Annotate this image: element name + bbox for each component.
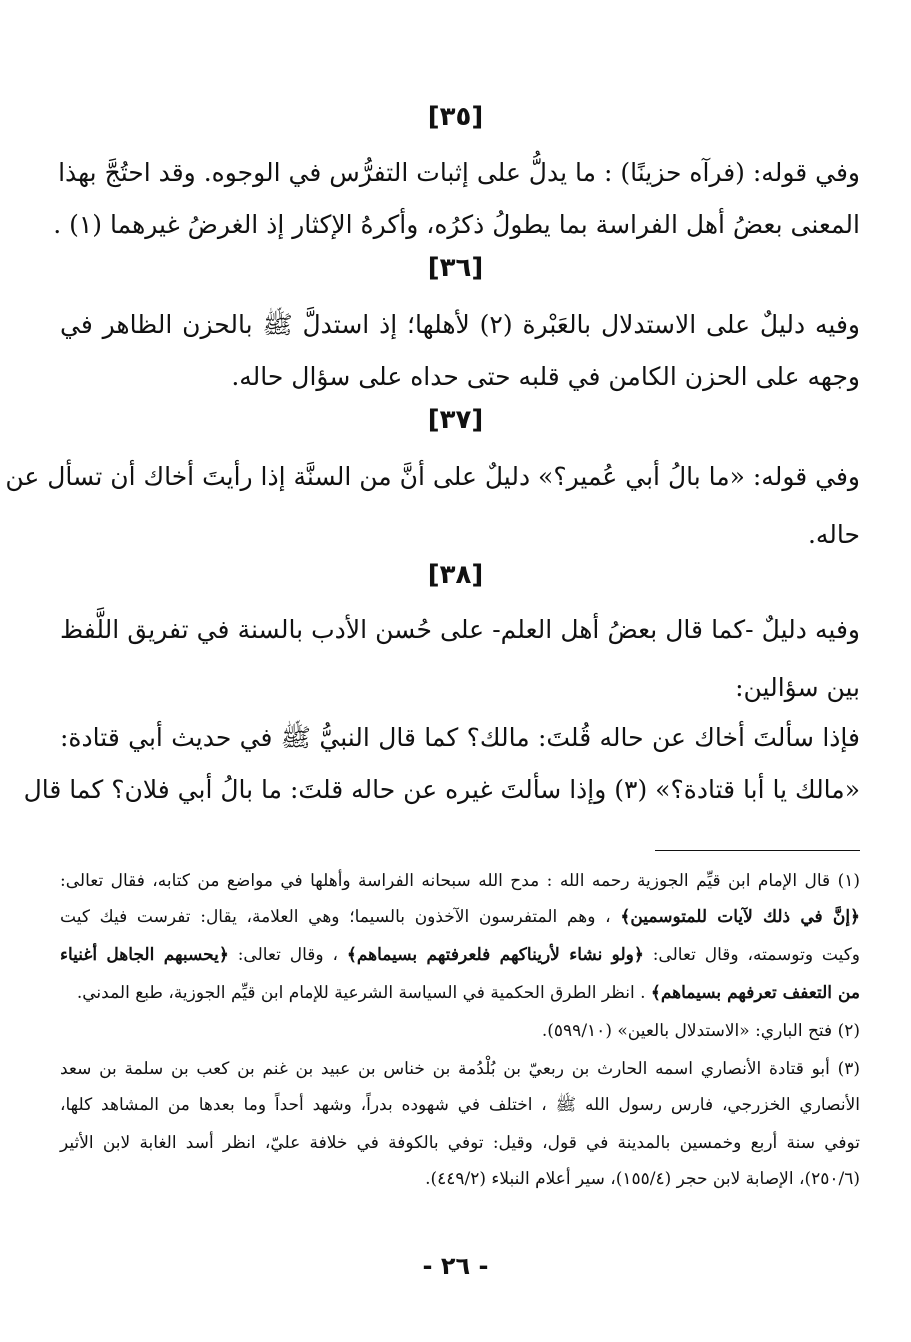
body-line: بين سؤالين: — [735, 673, 860, 702]
footnote-3-line: توفي سنة أربع وخمسين بالمدينة في قول، وقيل: توفي بالكوفة في خلافة عليّ، انظر أسد الغابة لابن الأثير — [60, 1133, 860, 1153]
footnote-3-line: (٣) أبو قتادة الأنصاري اسمه الحارث بن ربعيّ بن بُلْدُمة بن خناس بن عبيد بن غنم بن كعب بن سلمة بن سعد — [60, 1059, 860, 1079]
body-line: وجهه على الحزن الكامن في قلبه حتى حداه على سؤال حاله. — [231, 362, 860, 391]
body-line: وفي قوله: «ما بالُ أبي عُمير؟» دليلٌ على أنَّ من السنَّة إذا رأيتَ أخاك أن تسأل عن — [5, 462, 860, 491]
footnote-2: (٢) فتح الباري: «الاستدلال بالعين» (٥٩٩/١٠). — [541, 1021, 860, 1041]
section-heading-38: [٣٨] — [427, 560, 484, 590]
page-number: - ٢٦ - — [422, 1252, 489, 1280]
quran-quote: ﴿يحسبهم الجاهل أغنياء — [60, 945, 229, 965]
footnote-1-line: (١) قال الإمام ابن قيِّم الجوزية رحمه الله : مدح الله سبحانه الفراسة وأهلها في مواضع من كتابه، فقال تعالى: — [60, 871, 860, 891]
footnote-1-line — [60, 940, 860, 970]
footnote-text: وكيت وتوسمته، وقال تعالى: — [652, 945, 861, 965]
footnote-text: ، وقال تعالى: — [237, 945, 338, 965]
footnote-3-line: (٢٥٠/٦)، الإصابة لابن حجر (١٥٥/٤)، سير أعلام النبلاء (٤٤٩/٢). — [425, 1169, 860, 1189]
footnote-3-line: الأنصاري الخزرجي، فارس رسول الله ﷺ ، اختلف في شهوده بدراً، وشهد أحداً وما بعدها من المشاهد كلها، — [60, 1095, 860, 1115]
body-line: وفي قوله: (فرآه حزينًا) : ما يدلُّ على إثبات التفرُّس في الوجوه. وقد احتُجَّ بهذا — [58, 158, 860, 187]
footnote-1-line — [60, 902, 860, 932]
footnote-1-line — [60, 978, 860, 1008]
section-heading-37: [٣٧] — [427, 405, 484, 435]
section-heading-36: [٣٦] — [427, 253, 484, 283]
quran-quote: ﴿ولو نشاء لأريناكهم فلعرفتهم بسيماهم﴾ — [346, 945, 644, 965]
footnote-text: . انظر الطرق الحكمية في السياسة الشرعية للإمام ابن قيِّم الجوزية، طبع المدني. — [76, 983, 646, 1003]
body-line: وفيه دليلٌ -كما قال بعضُ أهل العلم- على حُسن الأدب بالسنة في تفريق اللَّفظ — [60, 615, 860, 644]
quran-quote: من التعفف تعرفهم بسيماهم﴾ — [650, 983, 860, 1003]
body-line: «مالك يا أبا قتادة؟» (٣) وإذا سألتَ غيره عن حاله قلتَ: ما بالُ أبي فلان؟ كما قال — [23, 775, 860, 804]
body-line: فإذا سألتَ أخاك عن حاله قُلتَ: مالك؟ كما قال النبيُّ ﷺ في حديث أبي قتادة: — [60, 723, 860, 752]
quran-quote: ﴿إنَّ في ذلك لآيات للمتوسمين﴾ — [620, 907, 860, 927]
body-line: وفيه دليلٌ على الاستدلال بالعَبْرة (٢) لأهلها؛ إذ استدلَّ ﷺ بالحزن الظاهر في — [60, 310, 860, 339]
footnote-text: ، وهم المتفرسون الآخذون بالسيما؛ وهي العلامة، يقال: تفرست فيك كيت — [60, 907, 611, 927]
section-heading-35: [٣٥] — [427, 102, 484, 132]
footnote-separator — [655, 850, 860, 851]
body-line: حاله. — [807, 520, 860, 549]
body-line: المعنى بعضُ أهل الفراسة بما يطولُ ذكرُه، وأكرهُ الإكثار إذ الغرضُ غيرهما (١) . — [53, 210, 860, 239]
